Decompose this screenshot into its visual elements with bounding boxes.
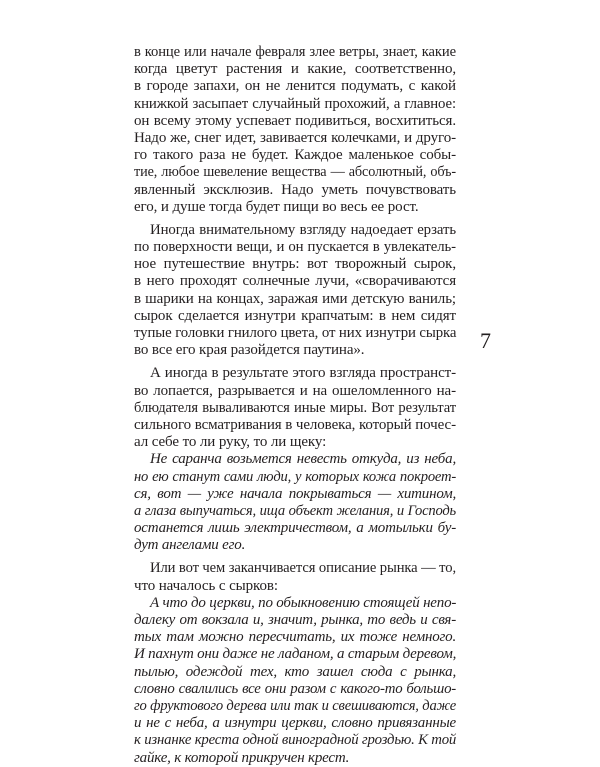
- text-line: тупые головки гнилого цвета, от них изнутри сырка: [134, 325, 457, 341]
- text-line: в городе запахи, он не ленится подумать, с какой: [134, 78, 456, 95]
- quote-line: И пахнут они даже не ладаном, а старым деревом,: [134, 646, 457, 663]
- quote-line: к изнанке креста одной виноградной гроздью. К той: [134, 732, 457, 749]
- text-line: ал себе то ли руку, то ли щеку:: [134, 434, 327, 451]
- text-line: сырок сделается изнутри крапчатым: в нем сидят: [134, 307, 456, 324]
- text-line: го такого раза не будет. Каждое маленькое собы-: [134, 147, 456, 164]
- text-line: тие, любое шевеление вещества — абсолютный, объ-: [134, 164, 456, 181]
- quote-line: тых там можно пересчитать, их тоже немного.: [134, 629, 456, 646]
- text-line: он всему этому успевает подивиться, восхититься.: [134, 112, 456, 129]
- text-line: его, и душе тогда будет пищи во весь ее рост.: [134, 198, 419, 215]
- text-line: что началось с сырков:: [134, 577, 278, 594]
- quote-line: далеку от вокзала и, значит, рынка, то ведь и свя-: [134, 612, 456, 628]
- text-line: Иногда внимательному взгляду надоедает ерзать: [150, 221, 456, 238]
- text-line: в конце или начале февраля злее ветры, знает, какие: [134, 44, 456, 60]
- quote-line: а глаза выпучаться, ища объект желания, и Господь: [134, 502, 456, 519]
- quote-line: словно свалились все они разом с какого-то большо-: [134, 680, 456, 697]
- text-line: Или вот чем заканчивается описание рынка — то,: [150, 560, 456, 577]
- quote-line: А что до церкви, по обыкновению стоящей непо-: [150, 594, 457, 611]
- quote-line: ся, вот — уже начала покрываться — хитином,: [134, 485, 456, 502]
- quote-line: го фруктового дерева или так и свешиваются, даже: [134, 697, 456, 714]
- quote-line: пылью, одеждой тех, кто зашел сюда с рынка,: [134, 663, 456, 680]
- text-line: Надо же, снег идет, завивается колечками, и друго-: [134, 129, 456, 146]
- quote-line: Не саранча возьмется невесть откуда, из неба,: [150, 451, 456, 468]
- text-line: книжкой засыпает случайный прохожий, а главное:: [134, 95, 456, 112]
- text-block: [134, 44, 456, 767]
- text-line: во лопается, разрывается и на ошеломленного на-: [134, 382, 456, 399]
- quote-line: останется лишь электричеством, а мотыльки бу-: [134, 520, 456, 537]
- text-line: явленный эксклюзив. Надо уметь почувствовать: [134, 181, 456, 198]
- text-line: в шарики на концах, заражая ими детскую ваниль;: [134, 290, 456, 307]
- text-line: А иногда в результате этого взгляда пространст-: [150, 365, 456, 382]
- text-line: в него проходят солнечные лучи, «сворачиваются: [134, 273, 456, 290]
- text-line: блюдателя вываливаются иные миры. Вот результат: [134, 399, 456, 416]
- page-number: 7: [480, 328, 491, 353]
- text-line: когда цветут растения и какие, соответственно,: [134, 61, 456, 78]
- text-line: во все его края разойдется паутина».: [134, 342, 365, 359]
- quote-line: и не с неба, а изнутри церкви, словно привязанные: [134, 715, 456, 732]
- text-line: по поверхности вещи, и он пускается в увлекатель-: [134, 239, 456, 256]
- text-line: сильного всматривания в человека, который почес-: [134, 416, 456, 433]
- text-line: ное путешествие внутрь: вот творожный сырок,: [134, 256, 456, 273]
- quote-line: но ею станут сами люди, у которых кожа покроет-: [134, 468, 456, 485]
- quote-line: гайке, к которой прикручен крест.: [134, 749, 350, 766]
- quote-line: дут ангелами его.: [134, 537, 246, 554]
